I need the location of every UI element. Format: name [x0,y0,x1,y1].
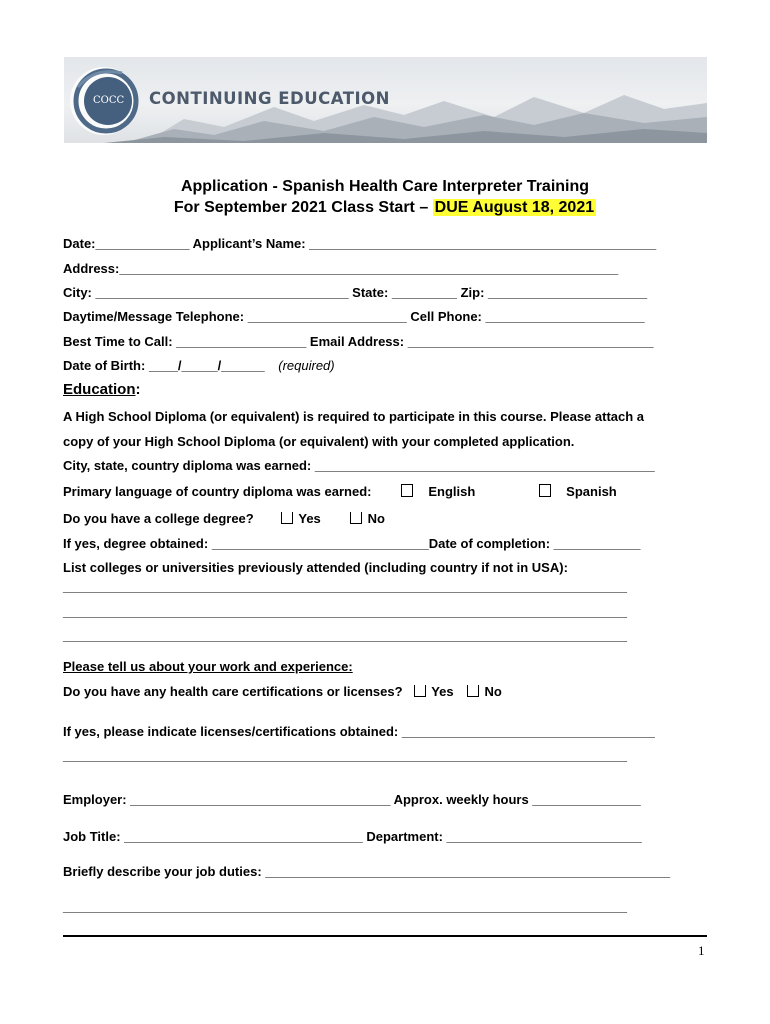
colleges-blank-2[interactable]: ______________________________________________________________________________ [63,604,627,619]
diploma-city-field[interactable]: City, state, country diploma was earned: _______________________________________________ [63,458,655,473]
dob-required-note: (required) [278,358,335,373]
jobtitle-department-field[interactable]: Job Title: _________________________________ Department: ___________________________ [63,829,642,844]
certifications-obtained-field[interactable]: If yes, please indicate licenses/certifications obtained: ___________________________________ [63,724,655,739]
spanish-label: Spanish [566,484,617,499]
education-heading [63,381,141,398]
telephone-field[interactable]: Daytime/Message Telephone: ______________________ Cell Phone: ______________________ [63,309,645,324]
banner-title: CONTINUING EDUCATION [149,89,390,108]
primary-language-label: Primary language of country diploma was earned: [63,484,372,499]
due-date-highlight: DUE August 18, 2021 [434,199,595,216]
education-heading-colon: : [135,381,141,398]
cert-no-checkbox[interactable] [467,685,479,697]
college-degree-label: Do you have a college degree? [63,511,254,526]
cert-yes-label: Yes [431,684,454,699]
primary-language-row [63,484,617,499]
colleges-label: List colleges or universities previously attended (including country if not in USA): [63,560,568,575]
english-checkbox[interactable] [401,484,413,497]
address-field[interactable]: Address:_____________________________________________________________________ [63,261,619,276]
header-banner [64,57,707,143]
college-yes-checkbox[interactable] [281,512,293,524]
diploma-note-1: A High School Diploma (or equivalent) is required to participate in this course. Please attach a [63,409,645,424]
cert-yes-checkbox[interactable] [414,685,426,697]
dob-row [63,358,335,373]
date-name-field[interactable]: Date:_____________ Applicant’s Name: ________________________________________________ [63,236,657,251]
diploma-note-2: copy of your High School Diploma (or equivalent) with your completed application. [63,434,575,449]
colleges-blank-1[interactable]: ______________________________________________________________________________ [63,579,627,594]
work-heading: Please tell us about your work and experience: [63,659,353,674]
certifications-blank[interactable]: ______________________________________________________________________________ [63,748,627,763]
college-degree-row [63,511,385,526]
subtitle-prefix: For September 2021 Class Start – [173,199,433,216]
degree-obtained-field[interactable]: If yes, degree obtained: ______________________________Date of completion: ____________ [63,536,641,551]
city-state-zip-field[interactable]: City: ___________________________________ State: _________ Zip: ______________________ [63,285,648,300]
certification-row [63,684,502,699]
page-number: 1 [698,943,705,958]
dob-field[interactable]: Date of Birth: ____/_____/______ [63,358,265,373]
page-subtitle [0,199,770,217]
footer-divider [63,935,707,937]
job-duties-field[interactable]: Briefly describe your job duties: ________________________________________________________ [63,864,671,879]
spanish-checkbox[interactable] [539,484,551,497]
college-no-label: No [367,511,386,526]
logo-abbr: COCC [93,95,125,106]
besttime-email-field[interactable]: Best Time to Call: __________________ Email Address: __________________________________ [63,334,654,349]
employer-hours-field[interactable]: Employer: ____________________________________ Approx. weekly hours _______________ [63,792,641,807]
cert-no-label: No [484,684,502,699]
english-label: English [428,484,476,499]
college-yes-label: Yes [298,511,321,526]
colleges-blank-3[interactable]: ______________________________________________________________________________ [63,628,627,643]
college-no-checkbox[interactable] [350,512,362,524]
certification-label: Do you have any health care certifications or licenses? [63,684,403,699]
page-title: Application - Spanish Health Care Interpreter Training [180,178,590,195]
job-duties-blank[interactable]: ______________________________________________________________________________ [63,899,627,914]
education-heading-text: Education [63,381,136,398]
